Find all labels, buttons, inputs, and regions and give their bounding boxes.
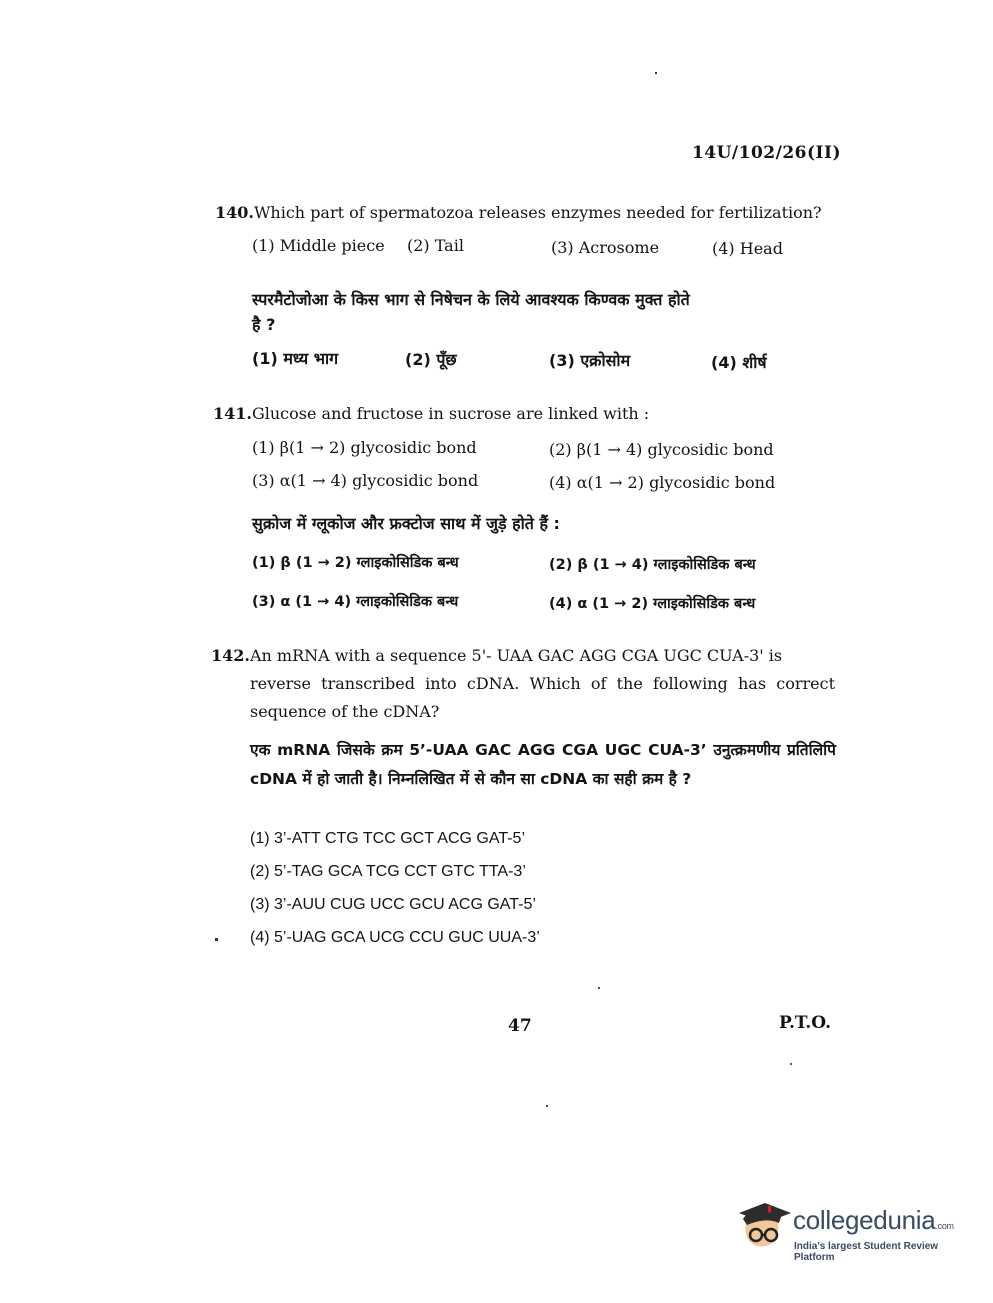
- question-142-text-cont: reverse transcribed into cDNA. Which of the following has correct sequence of the cDNA?: [250, 674, 835, 721]
- logo-wordmark: collegedunia.com: [793, 1205, 954, 1235]
- q141-option-4: (4) α(1 → 2) glycosidic bond: [549, 473, 776, 492]
- graduate-mascot-icon: [735, 1197, 793, 1255]
- q140-hindi-text-cont: है ?: [252, 315, 276, 334]
- scan-speck: [215, 938, 218, 941]
- q140-hindi-option-4: (4) शीर्ष: [711, 353, 767, 372]
- q142-option-3: (3) 3’-AUU CUG UCC GCU ACG GAT-5’: [250, 896, 536, 913]
- q140-option-4: (4) Head: [712, 239, 783, 258]
- q141-option-2: (2) β(1 → 4) glycosidic bond: [549, 440, 774, 459]
- logo-tagline: India's largest Student Review Platform: [794, 1241, 939, 1263]
- q141-hindi-option-4: (4) α (1 → 2) ग्लाइकोसिडिक बन्ध: [549, 596, 756, 612]
- page-number: 47: [508, 1016, 532, 1036]
- q141-option-1: (1) β(1 → 2) glycosidic bond: [252, 438, 477, 457]
- q140-option-2: (2) Tail: [407, 236, 464, 255]
- pto-label: P.T.O.: [779, 1013, 831, 1033]
- question-text: Which part of spermatozoa releases enzymes needed for fertilization?: [253, 203, 822, 222]
- q142-hindi-text: एक mRNA जिसके क्रम 5’-UAA GAC AGG CGA UGC CUA-3’ उनुत्क्रमणीय प्रतिलिपि cDNA में हो जाती है। निम्नलिखित में से कौन सा cDNA का सही क्रम है ?: [250, 741, 836, 788]
- scan-speck: [790, 1063, 792, 1065]
- collegedunia-logo: [735, 1197, 965, 1263]
- paper-code: 14U/102/26(II): [691, 143, 841, 163]
- q141-hindi-text: सुक्रोज में ग्लूकोज और फ्रक्टोज साथ में जुड़े होते हैं :: [252, 514, 560, 533]
- q140-hindi-option-3: (3) एक्रोसोम: [549, 351, 631, 370]
- question-number: 142.: [211, 646, 250, 665]
- q141-hindi-option-1: (1) β (1 → 2) ग्लाइकोसिडिक बन्ध: [252, 555, 459, 571]
- q142-option-1: (1) 3’-ATT CTG TCC GCT ACG GAT-5’: [250, 830, 525, 847]
- q142-option-4: (4) 5’-UAG GCA UCG CCU GUC UUA-3’: [250, 929, 540, 946]
- scan-speck: [598, 987, 600, 989]
- q140-hindi-option-2: (2) पूँछ: [405, 350, 457, 369]
- q140-hindi-option-1: (1) मध्य भाग: [252, 349, 339, 368]
- q140-hindi-text: स्परमैटोजोआ के किस भाग से निषेचन के लिये आवश्यक किण्वक मुक्त होते: [252, 290, 690, 309]
- question-text: Glucose and fructose in sucrose are linked with :: [251, 404, 650, 423]
- question-number: 141.: [213, 404, 252, 423]
- q141-hindi-option-3: (3) α (1 → 4) ग्लाइकोसिडिक बन्ध: [252, 594, 459, 610]
- question-number: 140.: [215, 203, 254, 222]
- question-141: [213, 404, 649, 424]
- q141-hindi-option-2: (2) β (1 → 4) ग्लाइकोसिडिक बन्ध: [549, 557, 756, 573]
- question-142: [211, 646, 782, 666]
- q140-option-3: (3) Acrosome: [551, 238, 660, 257]
- q140-option-1: (1) Middle piece: [252, 236, 385, 255]
- scan-speck: [655, 72, 657, 74]
- question-140: [215, 203, 822, 223]
- question-text: An mRNA with a sequence 5'- UAA GAC AGG CGA UGC CUA-3' is: [249, 646, 783, 665]
- q141-option-3: (3) α(1 → 4) glycosidic bond: [252, 471, 479, 490]
- scan-speck: [546, 1105, 548, 1107]
- q142-option-2: (2) 5’-TAG GCA TCG CCT GTC TTA-3’: [250, 863, 526, 880]
